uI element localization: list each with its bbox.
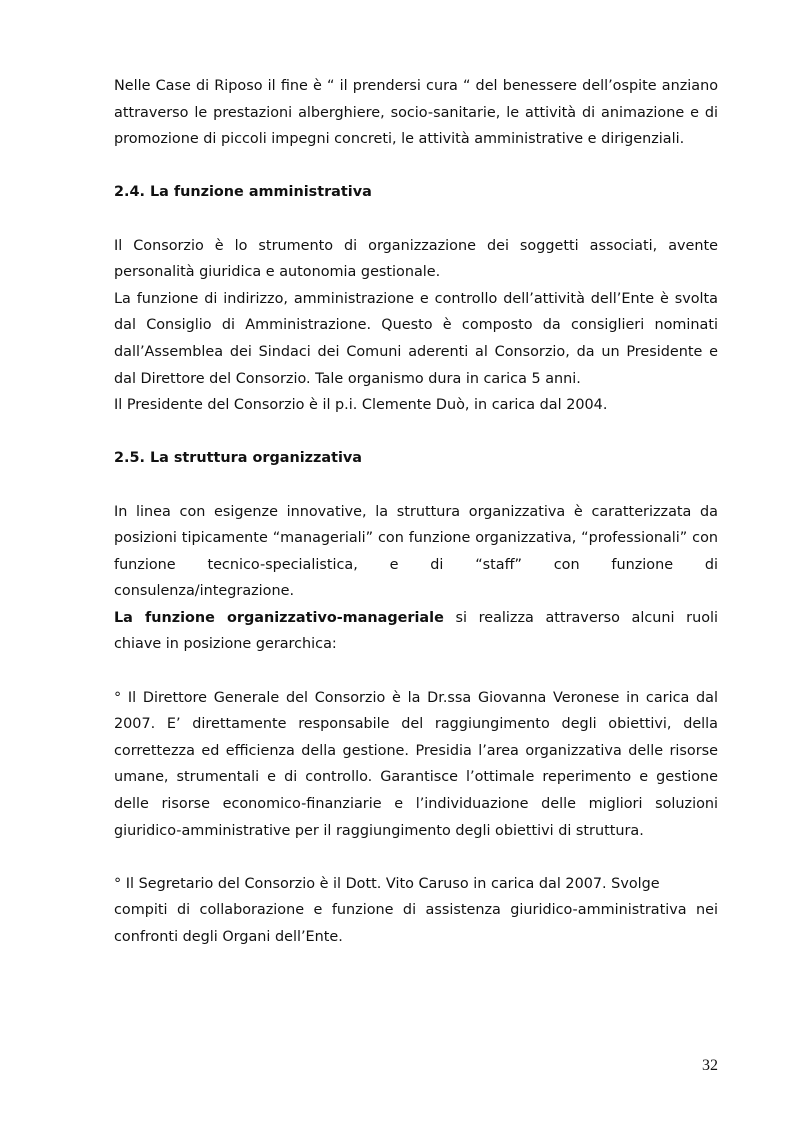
paragraph-case-di-riposo: Nelle Case di Riposo il fine è “ il prendersi cura “ del benessere dell’ospite anziano attraverso le prestazioni alberghiere, socio-sanitarie, le attività di animazione e di promozione di piccoli impegni concreti, le attività amministrative e dirigenziali. <box>114 78 718 148</box>
heading-funzione-amministrativa: 2.4. La funzione amministrativa <box>114 184 372 201</box>
paragraph-funzione-manageriale-text: si realizza attraverso alcuni ruoli chiave in posizione gerarchica: <box>114 609 718 653</box>
paragraph-consiglio: La funzione di indirizzo, amministrazione e controllo dell’attività dell’Ente è svolta dal Consiglio di Amministrazione. Questo è composto da consiglieri nominati dall’Assemblea dei Sindaci dei Comuni aderenti al Consorzio, da un Presidente e dal Direttore del Consorzio. Tale organismo dura in carica 5 anni. <box>114 290 718 387</box>
paragraph-consulenza: consulenza/integrazione. <box>114 583 295 600</box>
paragraph-funzione-manageriale <box>114 605 718 658</box>
document-body <box>114 73 718 951</box>
paragraph-linea-innovative: In linea con esigenze innovative, la struttura organizzativa è caratterizzata da posizioni tipicamente “manageriali” con funzione organizzativa, “professionali” con funzione tecnico-specialistica, e di “staff” con funzione di <box>114 503 718 573</box>
paragraph-presidente: Il Presidente del Consorzio è il p.i. Clemente Duò, in carica dal 2004. <box>114 397 608 414</box>
heading-struttura-organizzativa: 2.5. La struttura organizzativa <box>114 450 363 467</box>
paragraph-consorzio: Il Consorzio è lo strumento di organizzazione dei soggetti associati, avente personalità giuridica e autonomia gestionale. <box>114 237 718 281</box>
paragraph-direttore-generale: ° Il Direttore Generale del Consorzio è la Dr.ssa Giovanna Veronese in carica dal 2007. E’ direttamente responsabile del raggiungimento degli obiettivi, della correttezza ed efficienza della gestione. Presidia l’area organizzativa delle risorse umane, strumentali e di controllo. Garantisce l’ottimale reperimento e gestione delle risorse economico-finanziarie e l’individuazione delle migliori soluzioni giuridico-amministrative per il raggiungimento degli obiettivi di struttura. <box>114 689 718 839</box>
paragraph-segretario-rest: compiti di collaborazione e funzione di assistenza giuridico-amministrativa nei confronti degli Organi dell’Ente. <box>114 902 718 945</box>
bold-lead: La funzione organizzativo-manageriale <box>114 609 444 626</box>
page-number: 32 <box>702 1057 718 1074</box>
paragraph-segretario-line1: ° Il Segretario del Consorzio è il Dott. Vito Caruso in carica dal 2007. Svolge <box>114 875 660 892</box>
